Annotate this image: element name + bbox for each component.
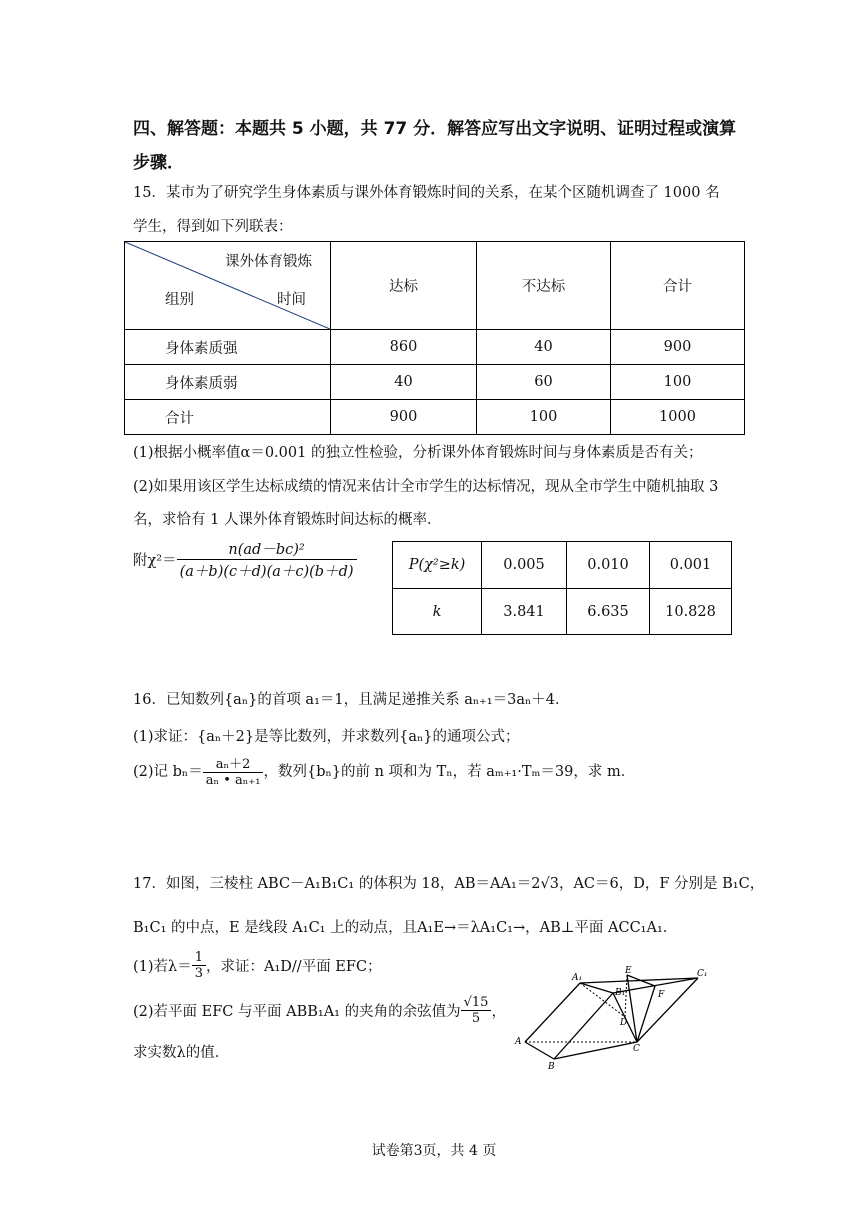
q17-lambda-denominator: 3: [194, 966, 204, 981]
row-label: 合计: [125, 400, 331, 435]
q15-part2-line1: (2)如果用该区学生达标成绩的情况来估计全市学生的达标情况，现从全市学生中随机抽取 3: [133, 479, 719, 495]
table-cell: 0.005: [482, 542, 567, 589]
label-a1: A₁: [572, 973, 583, 983]
diag-label-left: 组别: [165, 292, 194, 308]
q16-part2-prefix: (2)记 bₙ＝: [133, 764, 203, 780]
row-label: 身体素质弱: [125, 365, 331, 400]
label-b: B: [548, 1062, 555, 1072]
q17-part1-prefix: (1)若λ＝: [133, 959, 192, 975]
q16-line1: 16．已知数列{aₙ}的首项 a₁＝1，且满足递推关系 aₙ₊₁＝3aₙ＋4．: [133, 692, 570, 708]
table-cell: 900: [611, 330, 745, 365]
label-e: E: [625, 966, 632, 976]
q17-part2-suffix: ，: [491, 1004, 506, 1020]
q16-numerator: aₙ＋2: [203, 753, 264, 773]
section-title: 四、解答题：本题共 5 小题，共 77 分．解答应写出文字说明、证明过程或演算步骤．: [133, 119, 737, 173]
label-d: D: [620, 1018, 628, 1028]
formula-fraction: [177, 538, 357, 581]
page-footer: 试卷第3页，共 4 页: [371, 1143, 497, 1159]
table-row: [393, 589, 732, 635]
table-cell: 3.841: [482, 589, 567, 635]
q17-cosine-numerator: √15: [461, 995, 492, 1011]
label-a: A: [515, 1037, 522, 1047]
row-label: 身体素质强: [125, 330, 331, 365]
label-c1: C₁: [697, 969, 708, 979]
table-header: 不达标: [477, 242, 611, 330]
q17-lambda-numerator: 1: [192, 950, 206, 966]
q16-denominator: aₙ • aₙ₊₁: [205, 773, 261, 788]
formula-prefix: 附χ²＝: [133, 553, 177, 569]
q16-part1: (1)求证：{aₙ＋2}是等比数列，并求数列{aₙ}的通项公式；: [133, 729, 520, 745]
table-cell: 40: [477, 330, 611, 365]
table-row: [125, 400, 745, 435]
q15-part2-line2: 名，求恰有 1 人课外体育锻炼时间达标的概率．: [133, 512, 442, 528]
table-cell: 10.828: [650, 589, 732, 635]
q17-part1: [133, 950, 382, 981]
label-b1: B₁: [615, 988, 626, 998]
row-label: k: [393, 589, 482, 635]
q16-fraction: [203, 753, 264, 788]
formula-denominator: (a＋b)(c＋d)(a＋c)(b＋d): [179, 564, 354, 580]
q15-part1: (1)根据小概率值α＝0.001 的独立性检验，分析课外体育锻炼时间与身体素质是否有关；: [133, 445, 703, 461]
label-c: C: [633, 1044, 640, 1054]
table-cell: 60: [477, 365, 611, 400]
formula-numerator: n(ad－bc)²: [177, 538, 357, 560]
table-cell: 900: [331, 400, 477, 435]
diagonal-header-cell: [125, 242, 331, 330]
table-cell: 1000: [611, 400, 745, 435]
q17-part1-suffix: ，求证：A₁D//平面 EFC；: [206, 959, 382, 975]
q15-intro-line2: 学生，得到如下列联表：: [133, 219, 293, 235]
q16-part2: [133, 753, 635, 788]
table-row: [125, 330, 745, 365]
diag-label-top: 课外体育锻炼: [225, 254, 312, 270]
label-f: F: [658, 990, 665, 1000]
q17-part2-prefix: (2)若平面 EFC 与平面 ABB₁A₁ 的夹角的余弦值为: [133, 1004, 461, 1020]
critical-value-table: [392, 541, 732, 635]
prism-figure: [512, 962, 717, 1074]
q17-line1: 17．如图，三棱柱 ABC－A₁B₁C₁ 的体积为 18，AB＝AA₁＝2√3，AC＝6，D，F 分别是 B₁C，: [133, 876, 765, 892]
q15-intro-line1: 15．某市为了研究学生身体素质与课外体育锻炼时间的关系，在某个区随机调查了 1000 名: [133, 185, 720, 201]
table-cell: 100: [611, 365, 745, 400]
table-header: 达标: [331, 242, 477, 330]
table-cell: 100: [477, 400, 611, 435]
contingency-table: [124, 241, 745, 435]
table-cell: 6.635: [567, 589, 650, 635]
table-row: [393, 542, 732, 589]
chi-square-formula: [133, 538, 357, 581]
table-cell: 860: [331, 330, 477, 365]
q17-line2: B₁C₁ 的中点，E 是线段 A₁C₁ 上的动点，且A₁E→＝λA₁C₁→，AB⊥平面 ACC₁A₁．: [133, 920, 678, 936]
row-label: P(χ²≥k): [393, 542, 482, 589]
q17-lambda-fraction: [192, 950, 206, 981]
q17-part2: [133, 995, 506, 1026]
q17-part2-end: 求实数λ的值．: [133, 1045, 230, 1061]
q17-cosine-denominator: 5: [471, 1011, 481, 1026]
table-header: 合计: [611, 242, 745, 330]
q17-cosine-fraction: [461, 995, 492, 1026]
diag-label-right: 时间: [277, 292, 306, 308]
table-cell: 40: [331, 365, 477, 400]
table-row: [125, 365, 745, 400]
table-cell: 0.001: [650, 542, 732, 589]
table-cell: 0.010: [567, 542, 650, 589]
q16-part2-suffix: ，数列{bₙ}的前 n 项和为 Tₙ，若 aₘ₊₁·Tₘ＝39，求 m．: [263, 764, 636, 780]
